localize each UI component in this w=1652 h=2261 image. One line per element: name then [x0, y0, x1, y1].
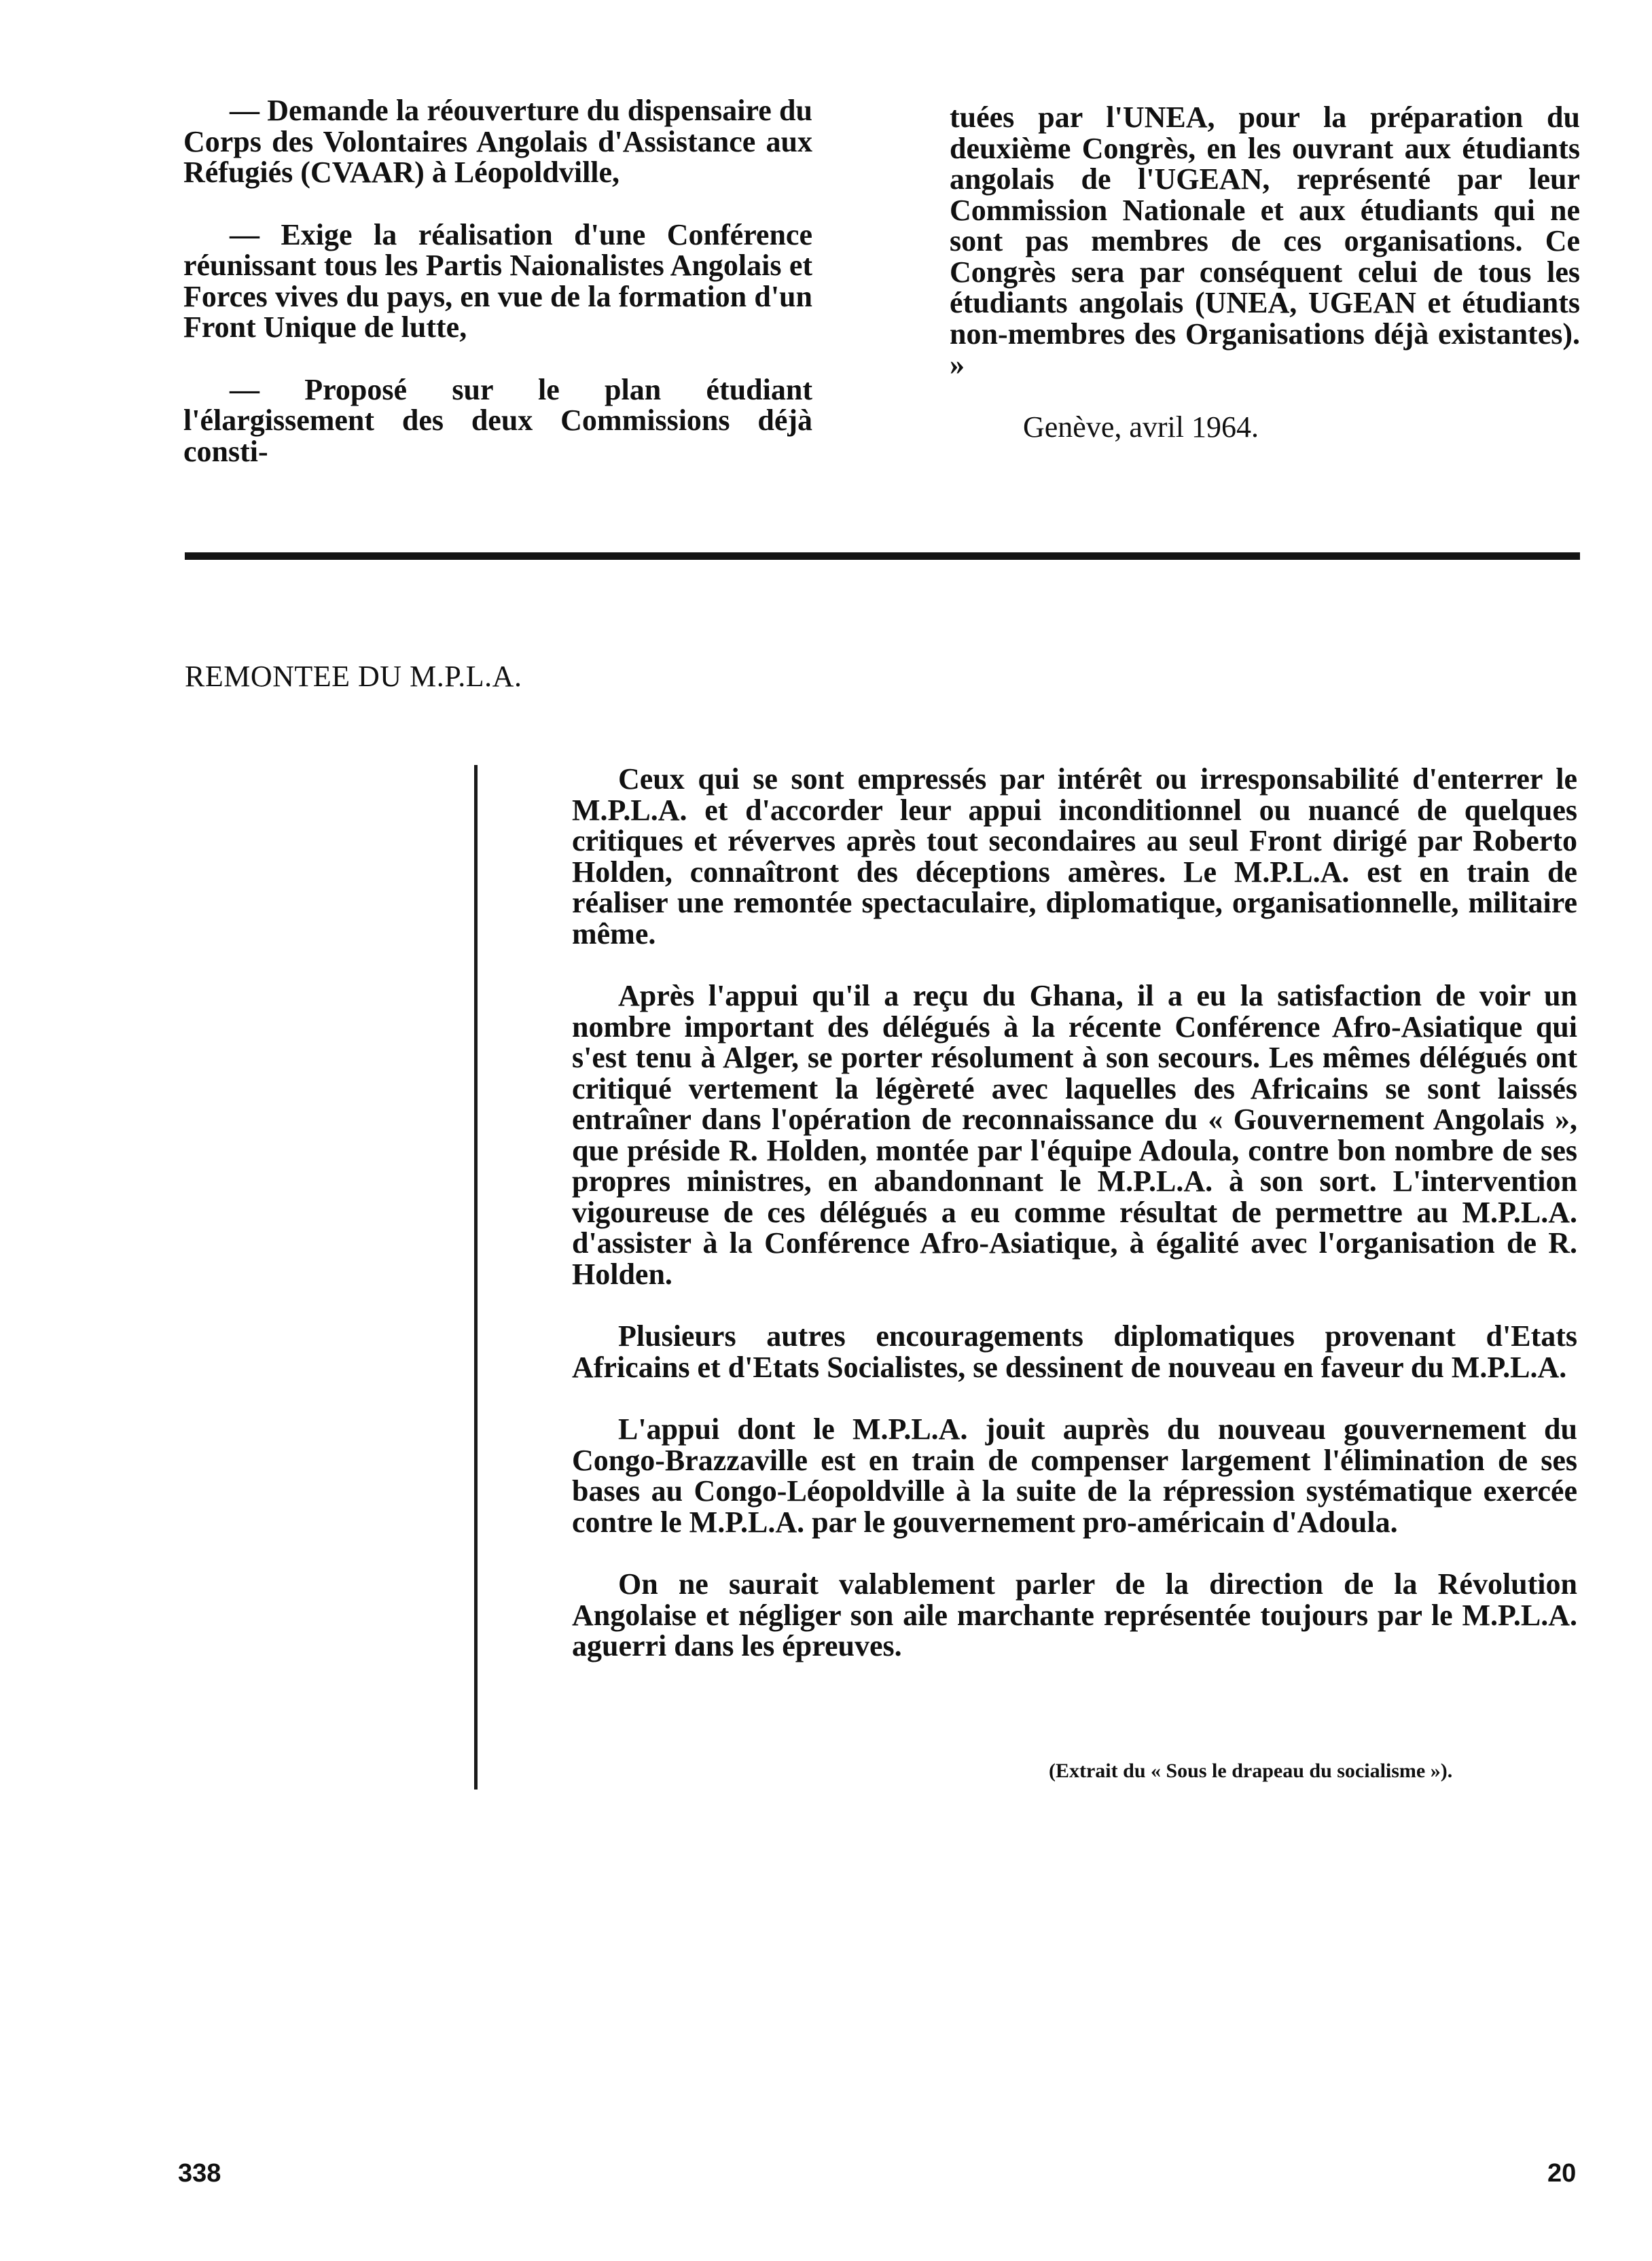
paragraph-cvaar: — Demande la réouverture du dispensaire du Corps des Volontaires Angolais d'Assistance aux Réfugiés (CVAAR) à Léopoldville,	[183, 94, 812, 189]
article-paragraph: On ne saurait valablement parler de la direction de la Révolution Angolaise et négliger son aile marchante représentée toujours par le M.P.L.A. aguerri dans les épreuves.	[572, 1567, 1577, 1662]
article-body	[572, 764, 1577, 1693]
article-paragraph: Après l'appui qu'il a reçu du Ghana, il a eu la satisfaction de voir un nombre important des délégués à la récente Conférence Afro-Asiatique qui s'est tenu à Alger, se porter résolument à son secours. Les mêmes délégués ont critiqué vertement la légèreté avec laquelles des Africains se sont laissés entraîner dans l'opération de reconnaissance du « Gouvernement Angolais », que préside R. Holden, montée par l'équipe Adoula, contre bon nombre de ses propres ministres, en abandonnant le M.P.L.A. à son sort. L'intervention vigoureuse de ces délégués a eu comme résultat de permettre au M.P.L.A. d'assister à la Conférence Afro-Asiatique, à égalité avec l'organisation de R. Holden.	[572, 979, 1577, 1291]
article-paragraph: Plusieurs autres encouragements diplomatiques provenant d'Etats Africains et d'Etats Socialistes, se dessinent de nouveau en faveur du M.P.L.A.	[572, 1319, 1577, 1384]
section-heading: REMONTEE DU M.P.L.A.	[185, 660, 522, 693]
place-date: Genève, avril 1964.	[1023, 410, 1259, 444]
page-number-left: 338	[178, 2159, 221, 2188]
article-paragraph: Ceux qui se sont empressés par intérêt ou irresponsabilité d'enterrer le M.P.L.A. et d'accorder leur appui inconditionnel ou nuancé de quelques critiques et réverves après tout secondaires au seul Front dirigé par Roberto Holden, connaîtront des déceptions amères. Le M.P.L.A. est en train de réaliser une remontée spectaculaire, diplomatique, organisationnelle, militaire même.	[572, 762, 1577, 950]
top-left-column	[183, 95, 812, 498]
section-divider	[185, 552, 1580, 560]
top-right-column	[950, 102, 1580, 474]
page-number-right: 20	[1547, 2159, 1577, 2188]
article-paragraph: L'appui dont le M.P.L.A. jouit auprès du nouveau gouvernement du Congo-Brazzaville est en train de compenser largement l'élimination de ses bases au Congo-Léopoldville à la suite de la répression systématique exercée contre le M.P.L.A. par le gouvernement pro-américain d'Adoula.	[572, 1412, 1577, 1539]
paragraph-congres: tuées par l'UNEA, pour la préparation du deuxième Congrès, en les ouvrant aux étudiants angolais de l'UGEAN, représenté par leur Commission Nationale et aux étudiants qui ne sont pas membres de ces organisations. Ce Congrès sera par conséquent celui de tous les étudiants angolais (UNEA, UGEAN et étudiants non-membres des Organisations déjà existantes). »	[950, 101, 1580, 381]
paragraph-commissions: — Proposé sur le plan étudiant l'élargissement des deux Commissions déjà consti-	[183, 372, 812, 468]
vertical-rule	[474, 765, 478, 1790]
source-note: (Extrait du « Sous le drapeau du socialisme »).	[1049, 1760, 1453, 1782]
paragraph-conference: — Exige la réalisation d'une Conférence réunissant tous les Partis Naionalistes Angolais et Forces vives du pays, en vue de la formation d'un Front Unique de lutte,	[183, 217, 812, 344]
